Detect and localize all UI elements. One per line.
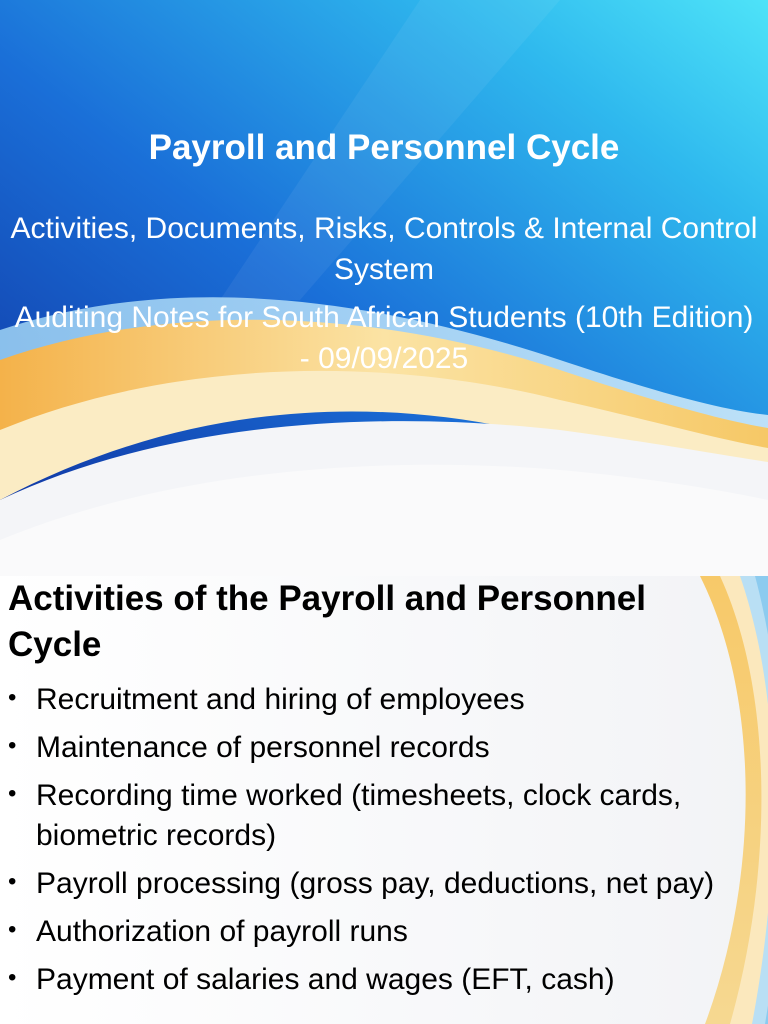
bullet-icon: • bbox=[8, 732, 17, 759]
list-item bbox=[8, 728, 736, 768]
list-item bbox=[8, 960, 736, 1000]
content-slide bbox=[0, 576, 768, 1024]
bullet-icon: • bbox=[8, 916, 17, 943]
bullet-text: Recruitment and hiring of employees bbox=[36, 683, 525, 716]
slide-heading: Activities of the Payroll and Personnel Cycle bbox=[8, 579, 646, 664]
bullet-icon: • bbox=[8, 964, 17, 991]
subtitle-line: Activities, Documents, Risks, Controls & Internal Control System bbox=[10, 212, 758, 286]
bullet-icon: • bbox=[8, 684, 17, 711]
bullet-text: Payment of salaries and wages (EFT, cash) bbox=[36, 963, 615, 996]
subtitle-line: Auditing Notes for South African Students (10th Edition) - 09/09/2025 bbox=[14, 301, 754, 375]
bullet-text: Authorization of payroll runs bbox=[36, 915, 408, 948]
slide-title: Payroll and Personnel Cycle bbox=[148, 128, 620, 167]
bullet-text: Maintenance of personnel records bbox=[36, 731, 490, 764]
bullet-list bbox=[8, 680, 736, 1008]
bullet-text: Payroll processing (gross pay, deductions, net pay) bbox=[36, 867, 715, 900]
list-item bbox=[8, 864, 736, 904]
bullet-icon: • bbox=[8, 780, 17, 807]
list-item bbox=[8, 912, 736, 952]
slide-subtitle bbox=[8, 208, 760, 386]
list-item bbox=[8, 776, 736, 856]
bullet-icon: • bbox=[8, 868, 17, 895]
bullet-text: Recording time worked (timesheets, clock cards, biometric records) bbox=[36, 779, 682, 852]
list-item bbox=[8, 680, 736, 720]
